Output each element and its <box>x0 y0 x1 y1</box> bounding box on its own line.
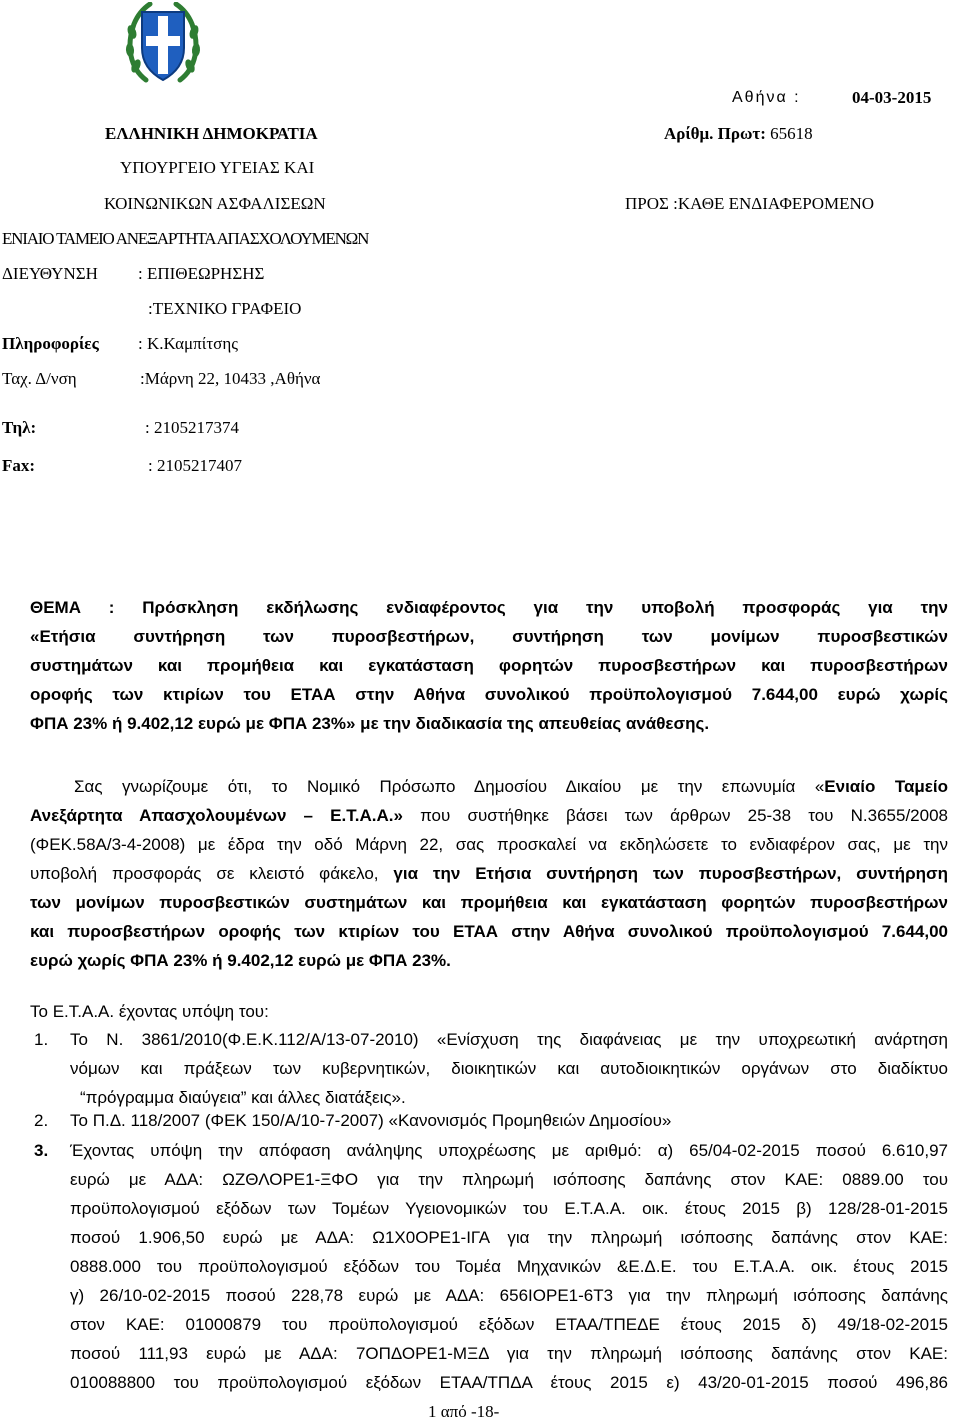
protocol-label: Αρίθμ. Πρωτ: <box>664 124 766 143</box>
list-item <box>34 1136 948 1400</box>
fax-value: : 2105217407 <box>148 456 242 475</box>
considering-heading: Το Ε.Τ.Α.Α. έχοντας υπόψη του: <box>30 1002 269 1021</box>
list-item-line: Το Ν. 3861/2010(Φ.Ε.Κ.112/Α/13-07-2010) «Ενίσχυση της διαφάνειας με την υποχρεωτική ανάρτηση <box>70 1030 948 1049</box>
list-item-body <box>70 1106 948 1135</box>
list-item-line: Το Π.Δ. 118/2007 (ΦΕΚ 150/Α/10-7-2007) «Κανονισμός Προμηθειών Δημοσίου» <box>70 1111 672 1130</box>
body-line: των μονίμων πυροσβεστικών συστημάτων και προμήθεια και εγκατάσταση φορητών πυροσβεστήρων <box>30 893 948 912</box>
list-item-body <box>70 1025 948 1112</box>
address-label: Ταχ. Δ/νση <box>2 369 77 388</box>
list-item-number: 3. <box>34 1141 49 1160</box>
address-value: :Μάρνη 22, 10433 ,Αθήνα <box>140 369 321 388</box>
subject-line: ΦΠΑ 23% ή 9.402,12 ευρώ με ΦΠΑ 23%» με την διαδικασία της απευθείας ανάθεσης. <box>30 714 710 733</box>
subject-line: ΘΕΜΑ : Πρόσκληση εκδήλωσης ενδιαφέροντος για την υποβολή προσφοράς για την <box>30 598 948 617</box>
body-line: και πυροσβεστήρων οροφής των κτιρίων του ΕΤΑΑ στην Αθήνα συνολικού προϋπολογισμού 7.644,00 <box>30 922 948 941</box>
directorate-value: : ΕΠΙΘΕΩΡΗΣΗΣ <box>138 264 265 283</box>
office-value: :ΤΕΧΝΙΚΟ ΓΡΑΦΕΙΟ <box>148 299 302 318</box>
body-line <box>30 801 948 830</box>
subject-line: συστημάτων και προμήθεια και εγκατάσταση φορητών πυροσβεστήρων και πυροσβεστήρων <box>30 656 948 675</box>
body-text-bold: για την Ετήσια συντήρηση των πυροσβεστήρων, συντήρηση <box>393 864 948 883</box>
document-date: 04-03-2015 <box>852 88 932 107</box>
list-item-line: προϋπολογισμού εξόδων των Τομέων Υγειονομικών του Ε.Τ.Α.Α. οικ. έτους 2015 β) 128/28-01-2015 <box>70 1199 948 1218</box>
list-item-body <box>70 1136 948 1397</box>
city-label: Αθήνα : <box>732 89 801 106</box>
body-text: που συστήθηκε βάσει των άρθρων 25-38 του Ν.3655/2008 <box>402 806 948 825</box>
list-item-line: Έχοντας υπόψη την απόφαση ανάληψης υποχρέωσης με αριθμό: α) 65/04-02-2015 ποσού 6.610,97 <box>70 1141 948 1160</box>
phone-label: Τηλ: <box>2 418 37 437</box>
phone-value: : 2105217374 <box>145 418 239 437</box>
subject-line: «Ετήσια συντήρηση των πυροσβεστήρων, συντήρηση των μονίμων πυροσβεστικών <box>30 627 948 646</box>
header-ministry-line1: ΥΠΟΥΡΓΕΙΟ ΥΓΕΙΑΣ ΚΑΙ <box>120 158 315 177</box>
fax-label: Fax: <box>2 456 36 475</box>
list-item-line: 0888.000 του προϋπολογισμού εξόδων του Τομέα Μηχανικών &Ε.Δ.Ε. του Ε.Τ.Α.Α. οικ. έτους 2015 <box>70 1257 948 1276</box>
list-item-line: νόμων και πράξεων των κυβερνητικών, διοικητικών και αυτοδιοικητικών οργάνων στο διαδίκτυο <box>70 1059 948 1078</box>
info-value: : Κ.Καμπίτσης <box>138 334 238 353</box>
list-item-line: ποσού 1.906,50 ευρώ με ΑΔΑ: Ω1Χ0ΟΡΕ1-ΙΓΑ για την πληρωμή ισόποσης δαπάνης στον ΚΑΕ: <box>70 1228 948 1247</box>
list-item-line: “πρόγραμμα διαύγεια” και άλλες διατάξεις». <box>80 1088 406 1107</box>
directorate-label: ΔΙΕΥΘΥΝΣΗ <box>2 264 98 283</box>
list-item-line: ποσού 111,93 ευρώ με ΑΔΑ: 7ΟΠΔΟΡΕ1-ΜΞΔ για την πληρωμή ισόποσης δαπάνης στον ΚΑΕ: <box>70 1344 948 1363</box>
list-item-line: ευρώ με ΑΔΑ: ΩΖΘΛΟΡΕ1-ΞΦΟ για την πληρωμή ισόποσης δαπάνης στον ΚΑΕ: 0889.00 του <box>70 1170 948 1189</box>
protocol-value: 65618 <box>770 124 813 143</box>
list-item-number: 1. <box>34 1030 49 1049</box>
info-label: Πληροφορίες <box>2 334 99 353</box>
header-country: ΕΛΛΗΝΙΚΗ ΔΗΜΟΚΡΑΤΙΑ <box>105 124 318 143</box>
protocol-number <box>664 124 813 144</box>
page-number: 1 από -18- <box>428 1402 500 1421</box>
body-text: υποβολή προσφοράς σε κλειστό φάκελο, <box>30 864 394 883</box>
list-item-line: γ) 26/10-02-2015 ποσού 228,78 ευρώ με ΑΔΑ: 656ΙΟΡΕ1-6Τ3 για την πληρωμή ισόποσης δαπάνης <box>70 1286 948 1305</box>
recipient: ΠΡΟΣ :ΚΑΘΕ ΕΝΔΙΑΦΕΡΟΜΕΝΟ <box>625 194 875 213</box>
body-text-bold: Ανεξάρτητα Απασχολουμένων – Ε.Τ.Α.Α.» <box>30 806 403 825</box>
body-text-bold: Ενιαίο Ταμείο <box>824 777 948 796</box>
body-line <box>30 772 948 801</box>
list-item-number: 2. <box>34 1111 49 1130</box>
header-fund: ΕΝΙΑΙΟ ΤΑΜΕΙΟ ΑΝΕΞΑΡΤΗΤΑ ΑΠΑΣΧΟΛΟΥΜΕΝΩΝ <box>2 229 369 248</box>
body-line: ευρώ χωρίς ΦΠΑ 23% ή 9.402,12 ευρώ με ΦΠΑ 23%. <box>30 951 451 970</box>
list-item <box>34 1106 948 1136</box>
body-paragraph <box>30 772 948 975</box>
subject-line: οροφής των κτιρίων του ΕΤΑΑ στην Αθήνα συνολικού προϋπολογισμού 7.644,00 ευρώ χωρίς <box>30 685 948 704</box>
body-text: Σας γνωρίζουμε ότι, το Νομικό Πρόσωπο Δημοσίου Δικαίου με την επωνυμία « <box>74 777 825 796</box>
subject <box>30 593 948 738</box>
list-item-line: στον ΚΑΕ: 01000879 του προϋπολογισμού εξόδων ΕΤΑΑ/ΤΠΕΔΕ έτους 2015 δ) 49/18-02-2015 <box>70 1315 948 1334</box>
list-item <box>34 1025 948 1115</box>
body-line <box>30 859 948 888</box>
header-ministry-line2: ΚΟΙΝΩΝΙΚΩΝ ΑΣΦΑΛΙΣΕΩΝ <box>104 194 326 213</box>
list-item-line: 010088800 του προϋπολογισμού εξόδων ΕΤΑΑ/ΤΠΔΑ έτους 2015 ε) 43/20-01-2015 ποσού 496,86 <box>70 1373 948 1392</box>
greek-coat-of-arms-emblem <box>122 2 204 88</box>
body-line: (ΦΕΚ.58Α/3-4-2008) με έδρα την οδό Μάρνη 22, σας προσκαλεί να εκδηλώσετε το ενδιαφέρον σας, με την <box>30 835 948 854</box>
